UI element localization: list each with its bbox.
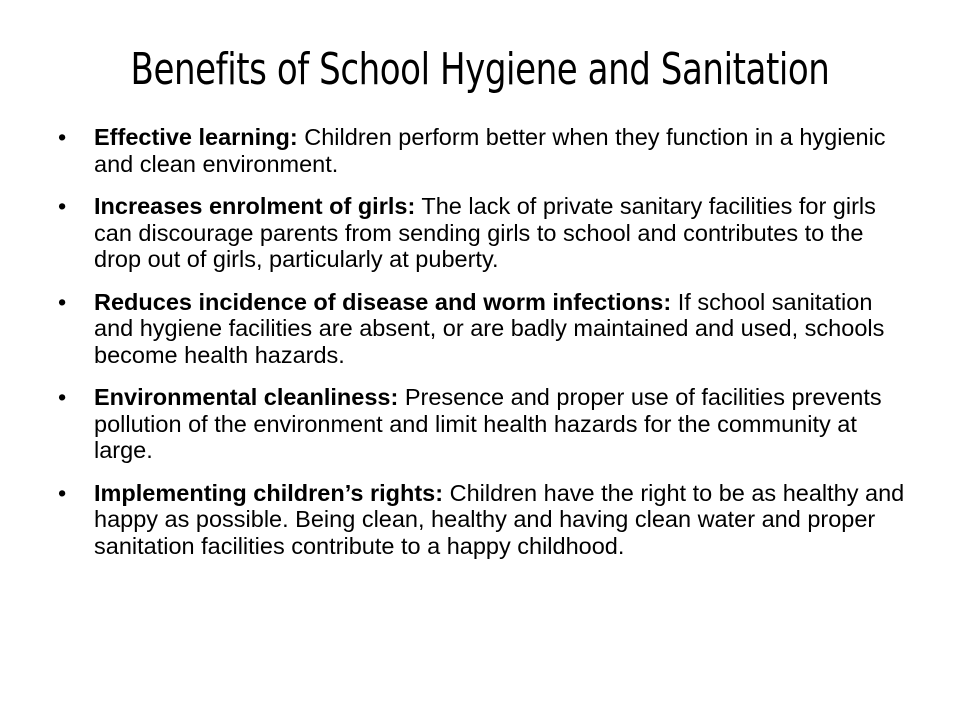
bullet-increases-enrolment <box>56 193 916 273</box>
bullet-icon: • <box>58 288 67 315</box>
bullet-childrens-rights <box>56 480 916 560</box>
bullet-text: The lack of private sanitary facilities for girls can discourage parents from sending girls to school and contributes to the drop out of girls, particularly at puberty. <box>94 193 876 272</box>
bullet-text: Children have the right to be as healthy and happy as possible. Being clean, healthy and having clean water and proper sanitation facilities contribute to a happy childhood. <box>94 479 905 559</box>
bullet-list <box>56 124 916 575</box>
bullet-environmental-cleanliness <box>56 384 916 464</box>
bullet-icon: • <box>58 384 67 410</box>
bullet-icon: • <box>58 479 67 506</box>
bullet-term: Implementing children’s rights: <box>94 479 444 506</box>
bullet-term: Environmental cleanliness: <box>94 384 399 410</box>
bullet-effective-learning <box>56 124 916 177</box>
bullet-text: If school sanitation and hygiene facilities are absent, or are badly maintained and used, schools become health hazards. <box>94 288 885 368</box>
bullet-reduces-disease <box>56 289 916 369</box>
slide-title: Benefits of School Hygiene and Sanitation <box>130 44 830 95</box>
bullet-term: Reduces incidence of disease and worm infections: <box>94 288 672 315</box>
bullet-text: Children perform better when they function in a hygienic and clean environment. <box>94 124 886 177</box>
bullet-icon: • <box>58 193 67 219</box>
bullet-term: Increases enrolment of girls: <box>94 193 416 219</box>
bullet-icon: • <box>58 124 67 150</box>
bullet-term: Effective learning: <box>94 124 298 150</box>
bullet-text: Presence and proper use of facilities prevents pollution of the environment and limit health hazards for the community at large. <box>94 384 882 463</box>
